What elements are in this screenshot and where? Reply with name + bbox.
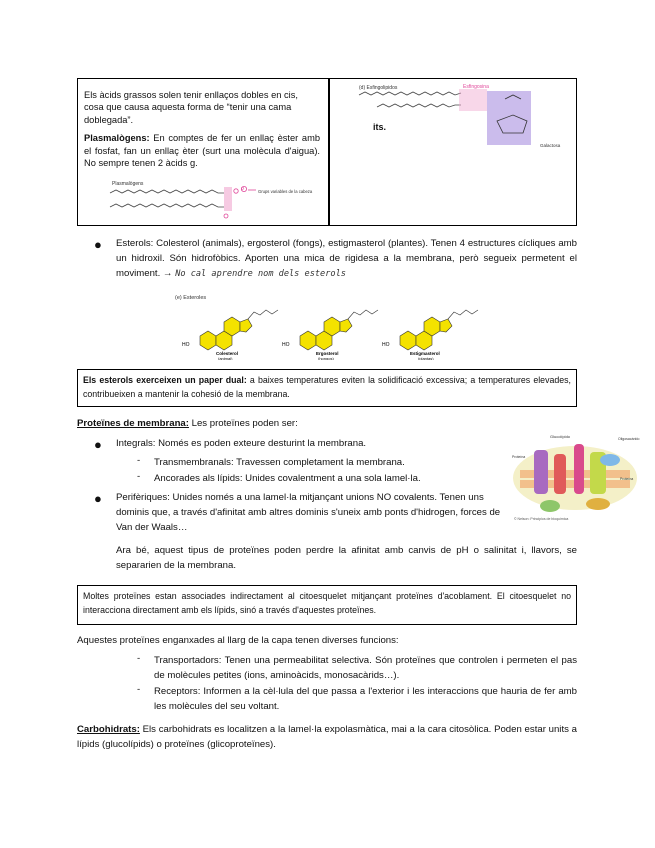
svg-text:Proteína: Proteína — [620, 477, 634, 481]
ergosterol-label: Ergosterol — [316, 351, 339, 356]
cholesterol-label: Colesterol — [216, 351, 239, 356]
svg-text:Oligosacárido: Oligosacárido — [618, 437, 640, 441]
peripheral-text: Perifèriques: Unides només a una lamel·la mitjançant unions NO covalents. Tenen uns dominis que, a través d'afinitat amb altres dominis s'uneix amb ponts d'hidrogen, forces de Van der Waals… — [116, 492, 501, 534]
sphingosine-label: Esfingosina — [463, 84, 489, 90]
anchored-text: Ancorades als lípids: Unides covalentment a una sola lamel·la. — [154, 473, 421, 484]
sterols-note: No cal aprendre nom dels esterols — [175, 269, 346, 280]
transmembrane-text: Transmembranals: Travessen completament la membrana. — [154, 457, 405, 468]
cholesterol-structure — [182, 310, 278, 360]
cholesterol-sub: (animal) — [218, 356, 233, 360]
membrane-figure-caption: © Nelson: Principios de bioquímica — [514, 517, 569, 521]
dash-glyph: - — [137, 653, 141, 664]
table-divider — [328, 79, 330, 225]
carbs-text: Els carbohidrats es localitzen a la lamel·la expolasmàtica, mai a la cara citosòlica. Poden estar units a lípids (glucolípids) o proteïnes (glicoproteïnes). — [77, 724, 577, 751]
plasmalogen-figure — [86, 179, 322, 225]
proteins-heading-rest: Les proteïnes poden ser: — [188, 418, 298, 429]
sphingolipid-figure-label: (d) Esfingolipidos — [359, 85, 398, 91]
peripheral-extra-text: Ara bé, aquest tipus de proteïnes poden perdre la afinitat amb canvis de pH o salinitat i, llavors, se separarien de la membrana. — [116, 545, 577, 572]
sterols-figure — [170, 290, 500, 360]
sterols-text: Esterols: Colesterol (animals), ergosterol (fongs), estigmasterol (plantes). Tenen 4 estructures cícliques amb un hidroxil. Són hidrofòbics. Aporten una mica de rigidesa a la membrana, però segueix permetent el moviment. — [116, 238, 577, 280]
svg-text:HO: HO — [182, 342, 190, 348]
plasmalogens-text: En comptes de fer un enllaç èster amb el fosfat, fan un enllaç èter (surt una molècula d'aigua). No sempre tenen 2 àcids g. — [84, 133, 320, 169]
bullet-glyph: ● — [94, 491, 102, 506]
ergosterol-sub: (hongos) — [318, 356, 334, 360]
proteins-heading: Proteïnes de membrana: — [77, 418, 189, 429]
receptors-text: Receptors: Informen a la cèl·lula del que passa a l'exterior i les interaccions que hauria de fer amb les molècules del seu voltant. — [154, 686, 577, 713]
sterols-paragraph — [116, 236, 577, 283]
integral-text: Integrals: Només es poden exteure desturint la membrana. — [116, 438, 367, 449]
plasmalogen-figure-title: Plasmalògens — [112, 181, 144, 187]
sterols-box-label: Els esterols exerceixen un paper dual: — [83, 375, 247, 385]
dash-glyph: - — [137, 471, 141, 482]
plasmalogens-paragraph — [84, 132, 320, 169]
stigmasterol-sub: (plantas) — [418, 356, 434, 360]
plasmalogen-figure-caption: Grups variables de la cabeza — [258, 189, 313, 194]
sterols-box-text: a baixes temperatures eviten la solidificació excessiva; a temperatures elevades, contribueixen a mantenir la cohesió de la membrana. — [83, 375, 571, 400]
stigmasterol-structure — [382, 310, 478, 360]
lipids-table — [77, 78, 577, 226]
galactose-label: Galactosa — [540, 143, 561, 148]
svg-text:HO: HO — [382, 342, 390, 348]
svg-text:Proteína: Proteína — [512, 455, 526, 459]
fatty-acids-text: Els àcids grassos solen tenir enllaços dobles en cis, cosa que causa aquesta forma de “tenir una cama doblegada”. — [84, 90, 298, 125]
cytoskeleton-box: Moltes proteïnes estan associades indirectament al citoesquelet mitjançant proteïnes d'acoblament. El citoesquelet no interacciona directament amb els lípids, sinó a través d'aquestes proteïnes. — [77, 585, 577, 625]
svg-text:HO: HO — [282, 342, 290, 348]
membrane-proteins-figure — [510, 430, 650, 522]
sterols-figure-title: (e) Esteroles — [175, 295, 207, 301]
transporters-text: Transportadors: Tenen una permeabilitat selectiva. Són proteïnes que controlen i permeten el pas de molècules petites (ions, aminoàcids, monosacàrids…). — [154, 655, 577, 682]
dash-glyph: - — [137, 684, 141, 695]
dash-glyph: - — [137, 455, 141, 466]
proteins-heading-line — [77, 416, 298, 431]
plasmalogens-label: Plasmalògens: — [84, 133, 150, 144]
bullet-glyph: ● — [94, 237, 102, 252]
stigmasterol-label: Estigmasterol — [410, 351, 440, 356]
carbs-heading: Carbohidrats: — [77, 724, 140, 735]
sphingolipid-figure — [337, 81, 575, 151]
arrow-glyph: → — [162, 268, 173, 280]
carbs-paragraph — [77, 722, 577, 752]
svg-text:Glucolípido: Glucolípido — [550, 434, 571, 439]
bullet-glyph: ● — [94, 437, 102, 452]
right-cell-text: its. — [373, 122, 387, 132]
sterols-dual-box — [77, 369, 577, 407]
svg-text:P: P — [241, 187, 245, 193]
functions-intro: Aquestes proteïnes enganxades al llarg de la capa tenen diverses funcions: — [77, 635, 399, 646]
table-left-cell — [84, 89, 320, 175]
ergosterol-structure — [282, 310, 378, 360]
